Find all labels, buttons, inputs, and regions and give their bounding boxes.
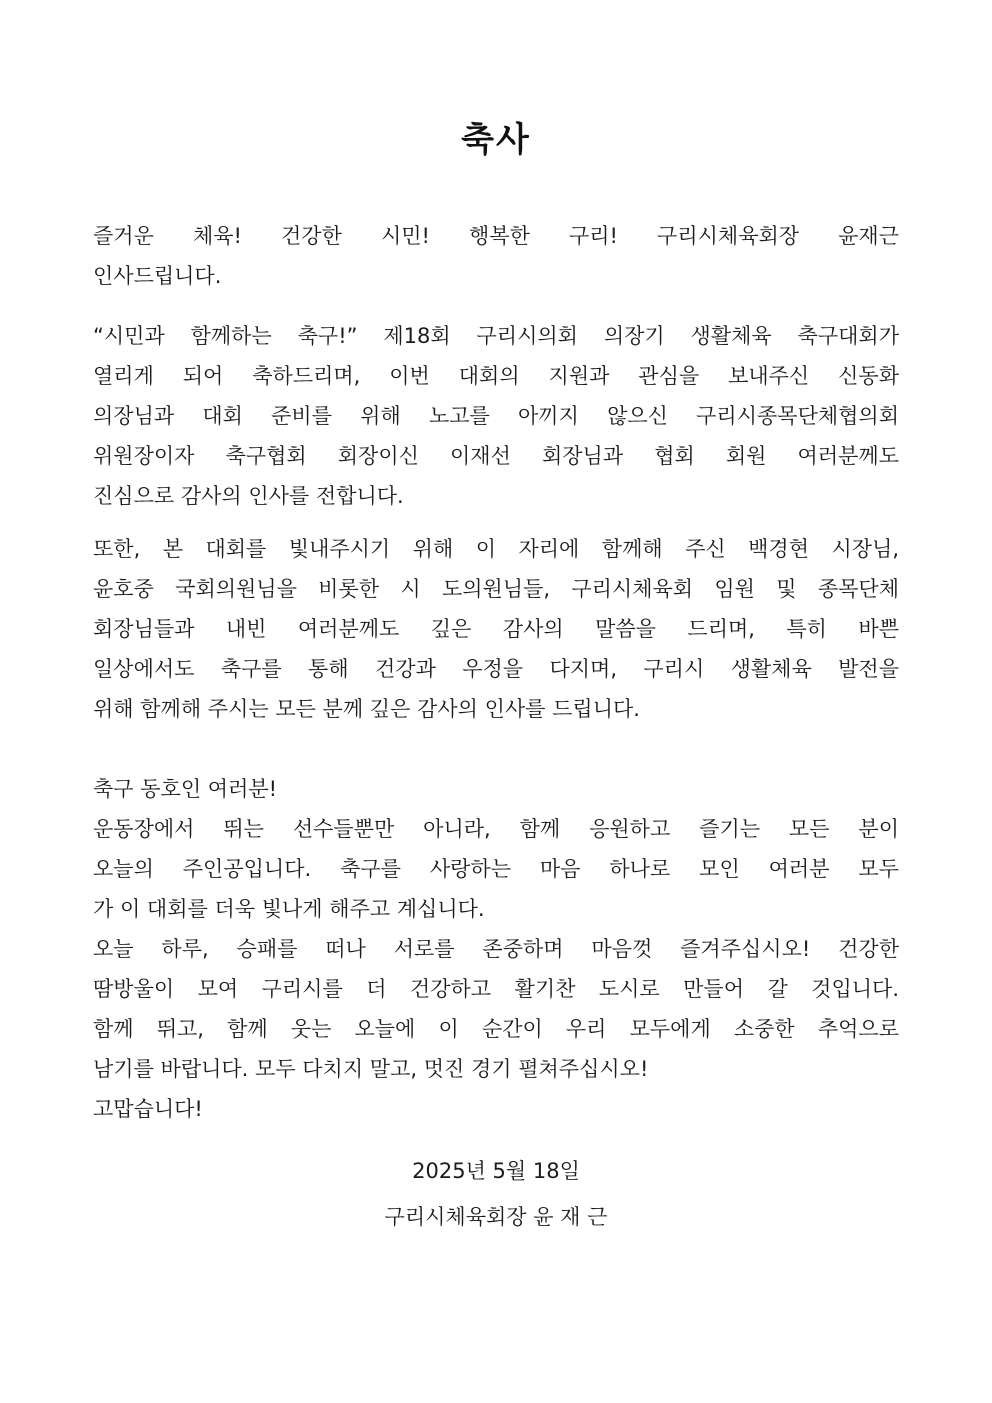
body-line: 진심으로 감사의 인사를 전합니다. [93, 484, 404, 508]
body-line: 오늘 하루, 승패를 떠나 서로를 존중하며 마음껏 즐겨주십시오! 건강한 [93, 937, 899, 961]
body-line: 함께 뛰고, 함께 웃는 오늘에 이 순간이 우리 모두에게 소중한 추억으로 [93, 1017, 899, 1041]
body-line: 오늘의 주인공입니다. 축구를 사랑하는 마음 하나로 모인 여러분 모두 [93, 857, 899, 881]
players-paragraph [93, 769, 899, 1129]
body-line: 가 이 대회를 더욱 빛나게 해주고 계십니다. [93, 897, 485, 921]
body-line: 또한, 본 대회를 빛내주시기 위해 이 자리에 함께해 주신 백경현 시장님, [93, 537, 899, 561]
body-line: 운동장에서 뛰는 선수들뿐만 아니라, 함께 응원하고 즐기는 모든 분이 [93, 817, 899, 841]
document-date: 2025년 5월 18일 [412, 1159, 580, 1183]
body-line: 위원장이자 축구협회 회장이신 이재선 회장님과 협회 회원 여러분께도 [93, 444, 899, 468]
body-line: “시민과 함께하는 축구!” 제18회 구리시의회 의장기 생활체육 축구대회가 [93, 324, 899, 348]
signature: 구리시체육회장 윤 재 근 [384, 1205, 608, 1229]
body-line: 축구 동호인 여러분! [93, 777, 278, 801]
body-line: 회장님들과 내빈 여러분께도 깊은 감사의 말씀을 드리며, 특히 바쁜 [93, 617, 899, 641]
body-line: 위해 함께해 주시는 모든 분께 깊은 감사의 인사를 드립니다. [93, 697, 640, 721]
guests-paragraph [93, 529, 899, 729]
body-line: 의장님과 대회 준비를 위해 노고를 아끼지 않으신 구리시종목단체협의회 [93, 404, 899, 428]
greeting-line: 즐거운 체육! 건강한 시민! 행복한 구리! 구리시체육회장 윤재근 [93, 224, 899, 248]
greeting-paragraph [93, 216, 899, 296]
thanks-paragraph [93, 316, 899, 516]
body-line: 열리게 되어 축하드리며, 이번 대회의 지원과 관심을 보내주신 신동화 [93, 364, 899, 388]
document-title: 축사 [461, 120, 531, 160]
body-line: 고맙습니다! [93, 1097, 203, 1121]
body-line: 일상에서도 축구를 통해 건강과 우정을 다지며, 구리시 생활체육 발전을 [93, 657, 899, 681]
body-line: 윤호중 국회의원님을 비롯한 시 도의원님들, 구리시체육회 임원 및 종목단체 [93, 577, 899, 601]
body-line: 남기를 바랍니다. 모두 다치지 말고, 멋진 경기 펼쳐주십시오! [93, 1057, 649, 1081]
body-line: 땀방울이 모여 구리시를 더 건강하고 활기찬 도시로 만들어 갈 것입니다. [93, 977, 899, 1001]
greeting-line: 인사드립니다. [93, 264, 222, 288]
